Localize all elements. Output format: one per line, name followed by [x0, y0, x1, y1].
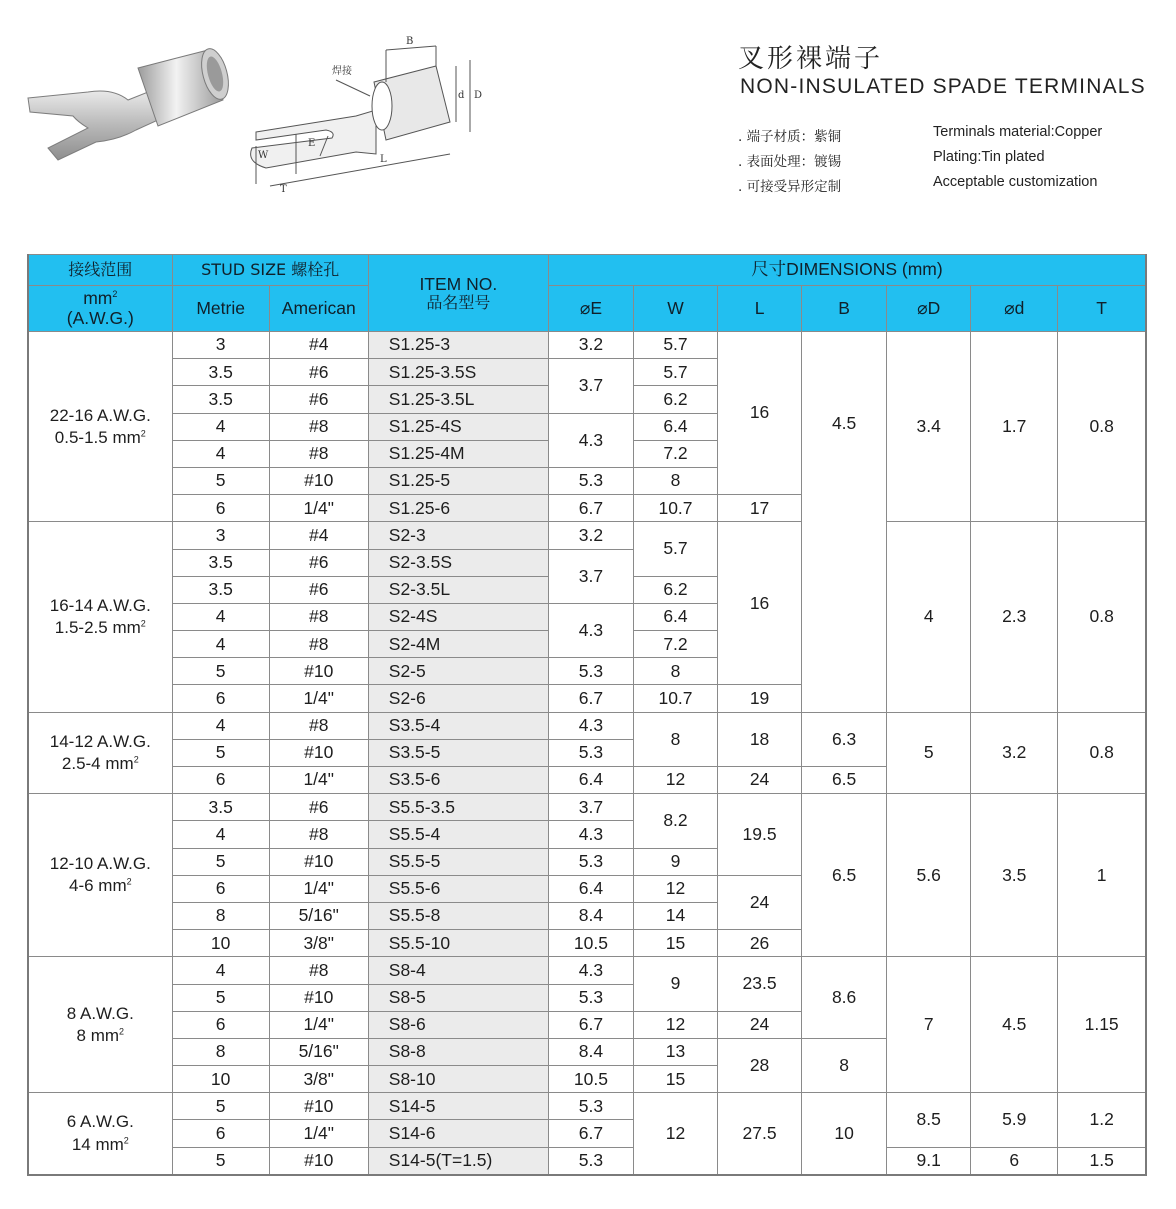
- cell-l: 23.5: [718, 957, 802, 1011]
- cell-b: 6.3: [802, 712, 887, 766]
- header-metric: Metrie: [172, 286, 269, 332]
- cell-item: S8-5: [368, 984, 548, 1011]
- cell-item: S1.25-3.5S: [368, 359, 548, 386]
- cell-item: S1.25-3: [368, 332, 548, 359]
- cell-metric: 3: [172, 522, 269, 549]
- header-dimensions: 尺寸DIMENSIONS (mm): [548, 255, 1146, 286]
- cell-metric: 6: [172, 495, 269, 522]
- awg-sup: 2: [140, 618, 146, 629]
- cell-d-small: 3.5: [971, 794, 1058, 957]
- cell-american: #8: [269, 631, 368, 658]
- cell-metric: 6: [172, 685, 269, 712]
- cell-e: 6.7: [548, 1120, 633, 1147]
- cell-item: S8-6: [368, 1011, 548, 1038]
- cell-e: 10.5: [548, 1066, 633, 1093]
- cell-d-large: 5: [887, 712, 971, 794]
- header-col-b: B: [802, 286, 887, 332]
- awg-range: 16-14 A.W.G.: [49, 595, 151, 615]
- cell-metric: 4: [172, 440, 269, 467]
- cell-item: S2-3: [368, 522, 548, 549]
- cell-w: 5.7: [633, 522, 717, 576]
- header-item-en: ITEM NO.: [419, 273, 498, 294]
- cell-e: 5.3: [548, 984, 633, 1011]
- cell-item: S14-6: [368, 1120, 548, 1147]
- awg-range: 12-10 A.W.G.: [49, 854, 151, 874]
- cell-american: #10: [269, 1147, 368, 1175]
- cell-t: 0.8: [1058, 332, 1146, 522]
- cell-metric: 4: [172, 631, 269, 658]
- cell-w: 6.4: [633, 603, 717, 630]
- awg-sup: 2: [123, 1134, 129, 1145]
- cell-american: #10: [269, 658, 368, 685]
- cell-w: 13: [633, 1038, 717, 1065]
- cell-e: 3.7: [548, 794, 633, 821]
- cell-item: S1.25-3.5L: [368, 386, 548, 413]
- cell-w: 15: [633, 1066, 717, 1093]
- cell-e: 4.3: [548, 957, 633, 984]
- spec-plating-en: Plating:Tin plated: [933, 149, 1045, 165]
- cell-item: S1.25-6: [368, 495, 548, 522]
- cell-e: 3.2: [548, 332, 633, 359]
- cell-metric: 4: [172, 603, 269, 630]
- cell-l: 19: [718, 685, 802, 712]
- cell-item: S2-3.5S: [368, 549, 548, 576]
- label-b: B: [406, 36, 414, 47]
- cell-item: S5.5-8: [368, 902, 548, 929]
- cell-e: 5.3: [548, 658, 633, 685]
- cell-w: 12: [633, 1011, 717, 1038]
- cell-american: #10: [269, 739, 368, 766]
- cell-item: S1.25-5: [368, 467, 548, 494]
- cell-metric: 6: [172, 1120, 269, 1147]
- label-t: T: [280, 184, 287, 195]
- header-awg-cn: 接线范围: [28, 255, 172, 286]
- cell-item: S2-6: [368, 685, 548, 712]
- awg-sup: 2: [133, 754, 139, 765]
- cell-t: 1.5: [1058, 1147, 1146, 1175]
- table-row: [28, 522, 1146, 549]
- header-col-d-small: ⌀d: [971, 286, 1058, 332]
- awg-sup: 2: [126, 876, 132, 887]
- cell-metric: 4: [172, 712, 269, 739]
- cell-metric: 3.5: [172, 549, 269, 576]
- label-d-large: D: [474, 90, 483, 101]
- awg-group: [28, 794, 172, 957]
- cell-american: #8: [269, 603, 368, 630]
- cell-american: #8: [269, 413, 368, 440]
- cell-t: 1.2: [1058, 1093, 1146, 1147]
- cell-l: 18: [718, 712, 802, 766]
- awg-range: 22-16 A.W.G.: [49, 405, 151, 425]
- awg-mm: 0.5-1.5 mm: [54, 427, 141, 447]
- spec-material-cn: . 端子材质：紫铜: [738, 129, 842, 145]
- awg-mm: 2.5-4 mm: [61, 753, 134, 773]
- cell-w: 6.4: [633, 413, 717, 440]
- cell-w: 7.2: [633, 631, 717, 658]
- cell-e: 8.4: [548, 1038, 633, 1065]
- cell-item: S8-10: [368, 1066, 548, 1093]
- awg-group: [28, 1093, 172, 1175]
- cell-d-small: 4.5: [971, 957, 1058, 1093]
- cell-metric: 3: [172, 332, 269, 359]
- cell-e: 4.3: [548, 821, 633, 848]
- cell-e: 5.3: [548, 1093, 633, 1120]
- cell-w: 8: [633, 658, 717, 685]
- cell-l: 24: [718, 767, 802, 794]
- cell-item: S5.5-4: [368, 821, 548, 848]
- cell-d-small: 5.9: [971, 1093, 1058, 1147]
- cell-l: 24: [718, 1011, 802, 1038]
- awg-range: 8 A.W.G.: [66, 1003, 134, 1023]
- awg-group: [28, 522, 172, 712]
- cell-american: 5/16": [269, 902, 368, 929]
- terminal-photo: [18, 40, 248, 190]
- cell-american: 1/4": [269, 767, 368, 794]
- cell-item: S2-5: [368, 658, 548, 685]
- cell-w: 5.7: [633, 332, 717, 359]
- cell-d-small: 1.7: [971, 332, 1058, 522]
- cell-item: S5.5-10: [368, 930, 548, 957]
- cell-metric: 3.5: [172, 576, 269, 603]
- cell-metric: 6: [172, 875, 269, 902]
- cell-american: #8: [269, 957, 368, 984]
- cell-american: #6: [269, 386, 368, 413]
- cell-e: 3.7: [548, 549, 633, 603]
- cell-american: #4: [269, 522, 368, 549]
- cell-item: S5.5-6: [368, 875, 548, 902]
- header-col-t: T: [1058, 286, 1146, 332]
- cell-item: S3.5-6: [368, 767, 548, 794]
- cell-american: #8: [269, 712, 368, 739]
- cell-item: S5.5-3.5: [368, 794, 548, 821]
- cell-e: 6.4: [548, 767, 633, 794]
- cell-american: 1/4": [269, 495, 368, 522]
- cell-e: 6.4: [548, 875, 633, 902]
- cell-metric: 3.5: [172, 794, 269, 821]
- cell-d-large: 5.6: [887, 794, 971, 957]
- table-row: [28, 1093, 1146, 1120]
- cell-d-small: 2.3: [971, 522, 1058, 712]
- cell-metric: 10: [172, 930, 269, 957]
- cell-metric: 5: [172, 658, 269, 685]
- cell-d-small: 3.2: [971, 712, 1058, 794]
- header-awg-unit-mm: mm: [83, 288, 113, 309]
- cell-american: 3/8": [269, 930, 368, 957]
- cell-l: 24: [718, 875, 802, 929]
- cell-american: 1/4": [269, 1120, 368, 1147]
- cell-w: 8: [633, 467, 717, 494]
- cell-metric: 5: [172, 984, 269, 1011]
- cell-t: 1.15: [1058, 957, 1146, 1093]
- spec-table: [27, 254, 1147, 1176]
- header-item-no: [368, 255, 548, 332]
- cell-metric: 10: [172, 1066, 269, 1093]
- table-row: [28, 1147, 1146, 1175]
- awg-sup: 2: [140, 428, 146, 438]
- cell-american: #6: [269, 359, 368, 386]
- cell-e: 4.3: [548, 712, 633, 739]
- spec-custom-cn: . 可接受异形定制: [738, 179, 842, 195]
- cell-w: 9: [633, 957, 717, 1011]
- cell-l: 17: [718, 495, 802, 522]
- table-row: [28, 332, 1146, 359]
- awg-mm: 1.5-2.5 mm: [54, 617, 141, 637]
- cell-t: 0.8: [1058, 522, 1146, 712]
- cell-w: 12: [633, 1093, 717, 1175]
- cell-item: S3.5-4: [368, 712, 548, 739]
- cell-item: S1.25-4S: [368, 413, 548, 440]
- cell-item: S3.5-5: [368, 739, 548, 766]
- cell-metric: 5: [172, 467, 269, 494]
- cell-metric: 4: [172, 821, 269, 848]
- header-american: American: [269, 286, 368, 332]
- cell-metric: 5: [172, 739, 269, 766]
- awg-group: [28, 712, 172, 794]
- cell-d-small: 6: [971, 1147, 1058, 1175]
- label-l: L: [380, 154, 387, 165]
- cell-w: 9: [633, 848, 717, 875]
- cell-american: #4: [269, 332, 368, 359]
- cell-l: 27.5: [718, 1093, 802, 1175]
- cell-w: 15: [633, 930, 717, 957]
- awg-group: [28, 957, 172, 1093]
- awg-mm: 14 mm: [71, 1134, 124, 1154]
- cell-american: #6: [269, 549, 368, 576]
- cell-american: 3/8": [269, 1066, 368, 1093]
- cell-american: 1/4": [269, 1011, 368, 1038]
- cell-t: 1: [1058, 794, 1146, 957]
- page-title-en: NON-INSULATED SPADE TERMINALS: [740, 75, 1146, 98]
- cell-b: 8.6: [802, 957, 887, 1039]
- cell-d-large: 3.4: [887, 332, 971, 522]
- cell-b: 10: [802, 1093, 887, 1175]
- cell-item: S2-4M: [368, 631, 548, 658]
- header-col-d-large: ⌀D: [887, 286, 971, 332]
- cell-metric: 5: [172, 1093, 269, 1120]
- awg-mm: 8 mm: [76, 1025, 120, 1045]
- awg-group: [28, 332, 172, 522]
- cell-b: 4.5: [802, 332, 887, 713]
- cell-american: #10: [269, 984, 368, 1011]
- spec-custom-en: Acceptable customization: [933, 174, 1098, 190]
- cell-e: 6.7: [548, 685, 633, 712]
- cell-e: 8.4: [548, 902, 633, 929]
- cell-item: S14-5: [368, 1093, 548, 1120]
- cell-e: 4.3: [548, 413, 633, 467]
- header-item-cn: 品名型号: [426, 292, 491, 312]
- header-awg-unit: [28, 286, 172, 332]
- cell-w: 10.7: [633, 685, 717, 712]
- cell-w: 7.2: [633, 440, 717, 467]
- cell-item: S5.5-5: [368, 848, 548, 875]
- cell-e: 10.5: [548, 930, 633, 957]
- label-d-small: d: [458, 90, 465, 101]
- header-col-e: ⌀E: [548, 286, 633, 332]
- cell-item: S8-8: [368, 1038, 548, 1065]
- cell-metric: 8: [172, 1038, 269, 1065]
- cell-metric: 4: [172, 413, 269, 440]
- cell-w: 6.2: [633, 576, 717, 603]
- cell-american: #10: [269, 848, 368, 875]
- cell-t: 0.8: [1058, 712, 1146, 794]
- page-title-cn: 叉形裸端子: [738, 44, 884, 74]
- cell-e: 6.7: [548, 1011, 633, 1038]
- cell-metric: 8: [172, 902, 269, 929]
- cell-american: #10: [269, 1093, 368, 1120]
- cell-d-large: 4: [887, 522, 971, 712]
- cell-e: 5.3: [548, 1147, 633, 1175]
- cell-american: #8: [269, 821, 368, 848]
- cell-e: 3.2: [548, 522, 633, 549]
- cell-american: #6: [269, 576, 368, 603]
- cell-american: #10: [269, 467, 368, 494]
- cell-e: 5.3: [548, 467, 633, 494]
- cell-item: S14-5(T=1.5): [368, 1147, 548, 1175]
- cell-e: 4.3: [548, 603, 633, 657]
- cell-american: #8: [269, 440, 368, 467]
- cell-metric: 6: [172, 1011, 269, 1038]
- cell-l: 16: [718, 522, 802, 685]
- cell-item: S8-4: [368, 957, 548, 984]
- cell-e: 3.7: [548, 359, 633, 413]
- cell-w: 8.2: [633, 794, 717, 848]
- cell-d-large: 7: [887, 957, 971, 1093]
- cell-l: 19.5: [718, 794, 802, 876]
- cell-item: S2-3.5L: [368, 576, 548, 603]
- table-row: [28, 794, 1146, 821]
- cell-d-large: 8.5: [887, 1093, 971, 1147]
- cell-item: S1.25-4M: [368, 440, 548, 467]
- awg-sup: 2: [119, 1026, 125, 1037]
- awg-range: 14-12 A.W.G.: [49, 731, 151, 751]
- cell-american: 5/16": [269, 1038, 368, 1065]
- awg-mm: 4-6 mm: [68, 876, 127, 896]
- cell-w: 12: [633, 767, 717, 794]
- header-col-l: L: [718, 286, 802, 332]
- table-row: [28, 957, 1146, 984]
- cell-american: 1/4": [269, 875, 368, 902]
- cell-w: 5.7: [633, 359, 717, 386]
- cell-american: #6: [269, 794, 368, 821]
- cell-metric: 5: [172, 1147, 269, 1175]
- cell-w: 8: [633, 712, 717, 766]
- cell-metric: 3.5: [172, 359, 269, 386]
- label-weld: 焊接: [332, 66, 352, 77]
- cell-e: 5.3: [548, 848, 633, 875]
- cell-l: 16: [718, 332, 802, 495]
- cell-w: 14: [633, 902, 717, 929]
- spec-material-en: Terminals material:Copper: [933, 124, 1103, 140]
- cell-item: S2-4S: [368, 603, 548, 630]
- cell-w: 6.2: [633, 386, 717, 413]
- header-col-w: W: [633, 286, 717, 332]
- table-row: [28, 712, 1146, 739]
- cell-l: 28: [718, 1038, 802, 1092]
- header-awg-unit-sup: 2: [112, 289, 118, 300]
- cell-metric: 3.5: [172, 386, 269, 413]
- cell-e: 5.3: [548, 739, 633, 766]
- cell-w: 12: [633, 875, 717, 902]
- cell-american: 1/4": [269, 685, 368, 712]
- label-w: W: [258, 150, 269, 161]
- cell-e: 6.7: [548, 495, 633, 522]
- spec-plating-cn: . 表面处理：镀锡: [738, 154, 842, 170]
- cell-metric: 5: [172, 848, 269, 875]
- cell-d-large: 9.1: [887, 1147, 971, 1175]
- cell-b: 8: [802, 1038, 887, 1092]
- awg-range: 6 A.W.G.: [66, 1112, 134, 1132]
- header-awg-unit-awg: (A.W.G.): [66, 307, 134, 328]
- cell-b: 6.5: [802, 794, 887, 957]
- cell-w: 10.7: [633, 495, 717, 522]
- label-e: E: [308, 138, 316, 149]
- header-stud-size: STUD SIZE 螺栓孔: [172, 255, 368, 286]
- cell-metric: 6: [172, 767, 269, 794]
- cell-l: 26: [718, 930, 802, 957]
- cell-metric: 4: [172, 957, 269, 984]
- dimension-drawing: [236, 36, 526, 204]
- cell-b: 6.5: [802, 767, 887, 794]
